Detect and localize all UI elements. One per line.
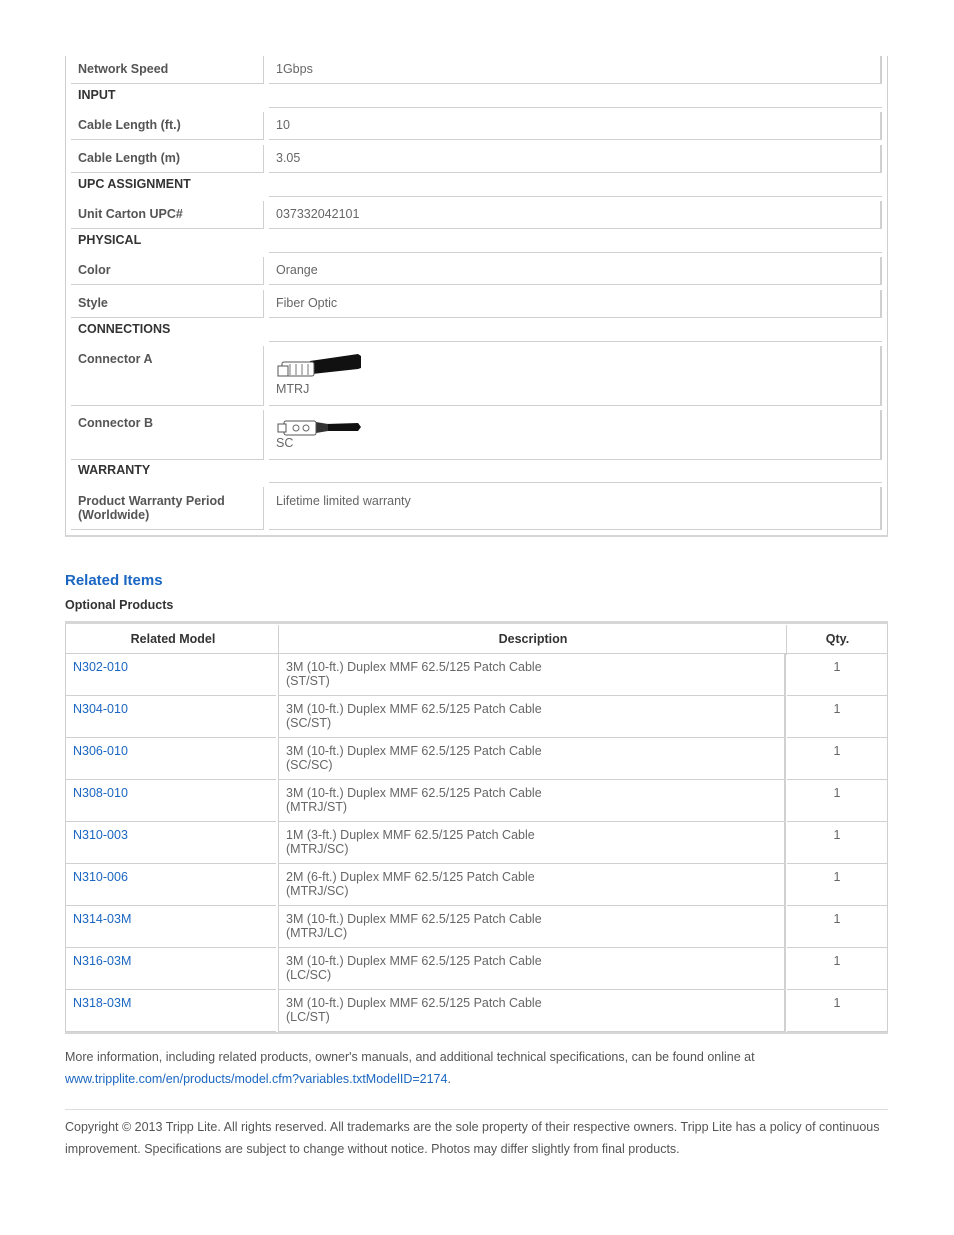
table-row (66, 864, 887, 906)
description-cell (278, 948, 786, 990)
spec-value: Lifetime limited warranty (269, 487, 882, 530)
qty-cell: 1 (787, 948, 887, 990)
section-connections (71, 322, 882, 342)
related-model-link[interactable]: N310-006 (73, 870, 128, 884)
related-model-link[interactable]: N310-003 (73, 828, 128, 842)
model-cell (66, 738, 276, 780)
warranty-label-line-1: Product Warranty Period (78, 494, 225, 508)
column-header-qty: Qty. (825, 632, 850, 646)
description-cell (278, 696, 786, 738)
header-divider (278, 625, 279, 655)
table-row (66, 822, 887, 864)
related-model-link[interactable]: N304-010 (73, 702, 128, 716)
qty-cell: 1 (787, 738, 887, 780)
spec-label: Connector B (71, 410, 264, 460)
table-row (66, 780, 887, 822)
description-cell (278, 738, 786, 780)
spec-row-warranty (71, 487, 882, 530)
description-line-2: (MTRJ/ST) (286, 800, 348, 814)
section-title: INPUT (78, 88, 116, 102)
model-page-link[interactable]: www.tripplite.com/en/products/model.cfm?variables.txtModelID=2174 (65, 1072, 448, 1086)
table-row (66, 738, 887, 780)
spec-row-connector-b (71, 410, 882, 460)
description-line-2: (LC/ST) (286, 1010, 330, 1024)
description-line-1: 3M (10-ft.) Duplex MMF 62.5/125 Patch Cable (286, 996, 542, 1010)
section-physical (71, 233, 882, 253)
spec-value: 037332042101 (269, 201, 882, 229)
spec-label: Cable Length (ft.) (71, 112, 264, 140)
qty-cell: 1 (787, 990, 887, 1032)
section-title: CONNECTIONS (78, 322, 171, 336)
description-cell (278, 990, 786, 1032)
spec-row-cable-ft (71, 112, 882, 140)
section-title: UPC ASSIGNMENT (78, 177, 191, 191)
model-cell (66, 822, 276, 864)
table-row (66, 654, 887, 696)
model-cell (66, 780, 276, 822)
footer-divider (65, 1109, 888, 1110)
more-info-text: More information, including related products, owner's manuals, and additional technical specifications, can be found online at (65, 1050, 755, 1064)
related-model-link[interactable]: N314-03M (73, 912, 132, 926)
qty-cell: 1 (787, 864, 887, 906)
spec-row-connector-a (71, 346, 882, 406)
spec-value: 1Gbps (269, 56, 882, 84)
description-line-2: (LC/SC) (286, 968, 332, 982)
spec-label: Network Speed (71, 56, 264, 84)
url-period: . (447, 1072, 451, 1086)
description-cell (278, 654, 786, 696)
description-line-2: (SC/SC) (286, 758, 333, 772)
more-info (65, 1046, 895, 1090)
spec-label: Unit Carton UPC# (71, 201, 264, 229)
description-line-1: 3M (10-ft.) Duplex MMF 62.5/125 Patch Cable (286, 954, 542, 968)
spec-label: Style (71, 290, 264, 318)
spec-row-upc (71, 201, 882, 229)
spec-value (269, 346, 882, 406)
description-line-2: (ST/ST) (286, 674, 330, 688)
description-cell (278, 780, 786, 822)
section-upc (71, 177, 882, 197)
model-cell (66, 696, 276, 738)
column-header-model: Related Model (130, 632, 216, 646)
spec-row-network-speed (71, 56, 882, 84)
model-cell (66, 864, 276, 906)
related-model-link[interactable]: N308-010 (73, 786, 128, 800)
related-model-link[interactable]: N306-010 (73, 744, 128, 758)
spec-value (269, 410, 882, 460)
qty-cell: 1 (787, 822, 887, 864)
spec-value: 10 (269, 112, 882, 140)
description-line-2: (MTRJ/SC) (286, 884, 349, 898)
spec-value: Fiber Optic (269, 290, 882, 318)
section-warranty (71, 463, 882, 483)
spec-value: Orange (269, 257, 882, 285)
description-line-1: 3M (10-ft.) Duplex MMF 62.5/125 Patch Cable (286, 744, 542, 758)
connector-caption: MTRJ (276, 382, 310, 396)
section-input (71, 88, 882, 108)
description-line-2: (SC/ST) (286, 716, 332, 730)
related-model-link[interactable]: N316-03M (73, 954, 132, 968)
related-products-table (65, 621, 888, 1034)
qty-cell: 1 (787, 654, 887, 696)
description-cell (278, 822, 786, 864)
connector-caption: SC (276, 436, 294, 450)
description-line-1: 2M (6-ft.) Duplex MMF 62.5/125 Patch Cable (286, 870, 535, 884)
description-line-1: 3M (10-ft.) Duplex MMF 62.5/125 Patch Cable (286, 660, 542, 674)
description-line-2: (MTRJ/SC) (286, 842, 349, 856)
qty-cell: 1 (787, 696, 887, 738)
model-cell (66, 990, 276, 1032)
model-cell (66, 948, 276, 990)
column-header-description: Description (498, 632, 568, 646)
spec-row-style (71, 290, 882, 318)
qty-cell: 1 (787, 780, 887, 822)
spec-label: Cable Length (m) (71, 145, 264, 173)
model-cell (66, 654, 276, 696)
related-model-link[interactable]: N318-03M (73, 996, 132, 1010)
description-line-2: (MTRJ/LC) (286, 926, 348, 940)
description-cell (278, 906, 786, 948)
description-cell (278, 864, 786, 906)
optional-products-subtitle: Optional Products (65, 598, 174, 612)
table-row (66, 906, 887, 948)
spec-label (71, 487, 264, 530)
table-row (66, 948, 887, 990)
description-line-1: 3M (10-ft.) Duplex MMF 62.5/125 Patch Cable (286, 702, 542, 716)
related-model-link[interactable]: N302-010 (73, 660, 128, 674)
header-divider (786, 625, 787, 655)
spec-value: 3.05 (269, 145, 882, 173)
description-line-1: 1M (3-ft.) Duplex MMF 62.5/125 Patch Cable (286, 828, 535, 842)
spec-row-color (71, 257, 882, 285)
spec-label: Connector A (71, 346, 264, 406)
table-row (66, 696, 887, 738)
model-cell (66, 906, 276, 948)
spec-table (65, 56, 888, 537)
spec-row-cable-m (71, 145, 882, 173)
description-line-1: 3M (10-ft.) Duplex MMF 62.5/125 Patch Cable (286, 786, 542, 800)
mtrj-connector-icon (276, 352, 362, 384)
section-title: WARRANTY (78, 463, 151, 477)
table-row (66, 990, 887, 1032)
qty-cell: 1 (787, 906, 887, 948)
spec-label: Color (71, 257, 264, 285)
section-title: PHYSICAL (78, 233, 142, 247)
copyright-text: Copyright © 2013 Tripp Lite. All rights reserved. All trademarks are the sole property of their respective owners. Tripp Lite has a policy of continuous improvement. Specifications are subject to change without notice. Photos may differ slightly from final products. (65, 1120, 880, 1156)
description-line-1: 3M (10-ft.) Duplex MMF 62.5/125 Patch Cable (286, 912, 542, 926)
related-items-title: Related Items (65, 572, 163, 589)
warranty-label-line-2: (Worldwide) (78, 508, 150, 522)
